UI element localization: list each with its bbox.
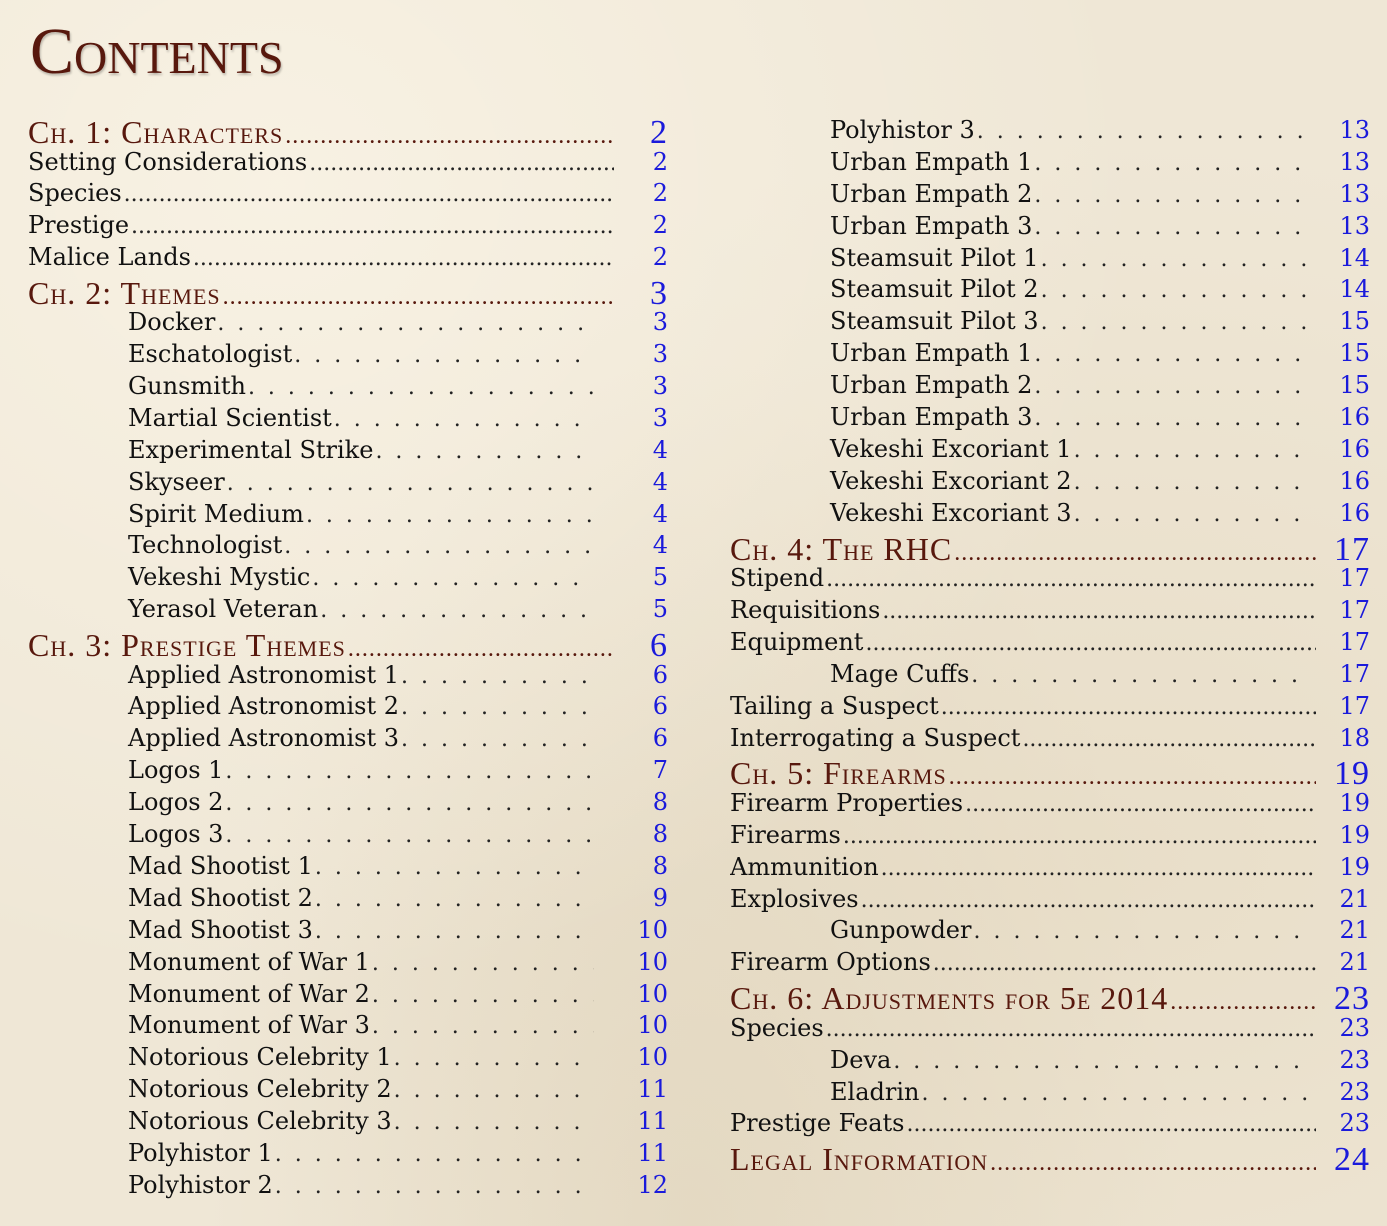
dot-leader xyxy=(248,372,594,400)
toc-page-link[interactable]: 8 xyxy=(652,788,668,817)
toc-page-link[interactable]: 23 xyxy=(1339,1045,1370,1074)
toc-entry-eladrin[interactable] xyxy=(730,1078,1370,1110)
dot-leader xyxy=(225,788,594,816)
dot-leader xyxy=(394,1107,594,1135)
toc-page-link[interactable]: 4 xyxy=(652,531,668,560)
toc-entry-label: Urban Empath 3 xyxy=(830,211,1033,240)
toc-entry-label: Urban Empath 2 xyxy=(830,371,1033,400)
toc-page-link[interactable]: 12 xyxy=(637,1170,668,1199)
toc-entry-label: Steamsuit Pilot 2 xyxy=(830,275,1039,304)
dot-leader xyxy=(965,789,1316,817)
toc-page-link[interactable]: 3 xyxy=(652,371,668,400)
toc-entry-label: Prestige xyxy=(28,211,130,240)
dot-leader xyxy=(906,1109,1316,1137)
toc-entry-notorious-celebrity-3[interactable] xyxy=(28,1107,668,1139)
dot-leader xyxy=(861,885,1316,913)
toc-chapter-ch-3-prestige-themes[interactable] xyxy=(28,627,668,661)
dot-leader xyxy=(394,1043,594,1071)
toc-entry-explosives[interactable] xyxy=(730,885,1370,917)
toc-page-link[interactable]: 17 xyxy=(1339,564,1370,593)
toc-entry-urban-empath-1[interactable] xyxy=(730,148,1370,180)
toc-page-link[interactable]: 4 xyxy=(652,499,668,528)
toc-page-link[interactable]: 13 xyxy=(1339,179,1370,208)
toc-page-link[interactable]: 5 xyxy=(652,563,668,592)
toc-entry-gunsmith[interactable] xyxy=(28,372,668,404)
toc-entry-label: Malice Lands xyxy=(28,242,191,271)
toc-entry-label: Tailing a Suspect xyxy=(730,691,939,720)
dot-leader xyxy=(227,468,594,496)
toc-page-link[interactable]: 11 xyxy=(637,1075,668,1104)
toc-page-link[interactable]: 6 xyxy=(652,724,668,753)
dot-leader xyxy=(131,211,614,239)
toc-page-link[interactable]: 19 xyxy=(1339,852,1370,881)
toc-chapter-ch-5-firearms[interactable] xyxy=(730,755,1370,789)
toc-entry-label: Mad Shootist 2 xyxy=(128,883,313,912)
toc-entry-label: Martial Scientist xyxy=(128,403,332,432)
toc-entry-mage-cuffs[interactable] xyxy=(730,660,1370,692)
toc-chapter-ch-2-themes[interactable] xyxy=(28,275,668,309)
dot-leader xyxy=(1034,403,1308,431)
toc-entry-monument-of-war-1[interactable] xyxy=(28,948,668,980)
toc-page-link[interactable]: 19 xyxy=(1339,788,1370,817)
toc-entry-label: Urban Empath 2 xyxy=(830,179,1033,208)
toc-entry-firearm-properties[interactable] xyxy=(730,789,1370,821)
toc-chapter-ch-6-adjustments-for-5e-2014[interactable] xyxy=(730,980,1370,1014)
toc-entry-label: Applied Astronomist 1 xyxy=(128,660,400,689)
dot-leader xyxy=(954,531,1316,565)
dot-leader xyxy=(990,1141,1316,1175)
dot-leader xyxy=(882,596,1316,624)
toc-entry-label: Equipment xyxy=(730,627,864,656)
toc-page-link[interactable]: 23 xyxy=(1339,1013,1370,1042)
toc-page-link[interactable]: 2 xyxy=(650,114,668,148)
toc-page-link[interactable]: 23 xyxy=(1339,1077,1370,1106)
dot-leader xyxy=(921,1078,1308,1106)
dot-leader xyxy=(1034,212,1308,240)
toc-page-link[interactable]: 19 xyxy=(1339,820,1370,849)
dot-leader xyxy=(372,980,594,1008)
toc-page-link[interactable]: 15 xyxy=(1339,339,1370,368)
dot-leader xyxy=(1074,499,1308,527)
toc-page-link[interactable]: 17 xyxy=(1339,691,1370,720)
toc-page-link[interactable]: 2 xyxy=(652,179,668,208)
toc-entry-logos-2[interactable] xyxy=(28,788,668,820)
toc-left-column xyxy=(28,114,668,1203)
toc-page-link[interactable]: 10 xyxy=(637,1043,668,1072)
toc-entry-label: Interrogating a Suspect xyxy=(730,723,1021,752)
dot-leader xyxy=(843,821,1316,849)
toc-entry-setting-considerations[interactable] xyxy=(28,148,668,180)
dot-leader xyxy=(372,1011,594,1039)
dot-leader xyxy=(1034,339,1308,367)
toc-entry-label: Urban Empath 1 xyxy=(830,339,1033,368)
toc-entry-logos-3[interactable] xyxy=(28,820,668,852)
toc-page-link[interactable]: 8 xyxy=(652,851,668,880)
toc-page-link[interactable]: 16 xyxy=(1339,434,1370,463)
toc-page-link[interactable]: 17 xyxy=(1339,627,1370,656)
toc-entry-label: Ch. 4: The RHC xyxy=(730,530,953,565)
dot-leader xyxy=(1041,244,1308,272)
dot-leader xyxy=(312,563,594,591)
toc-entry-label: Vekeshi Excoriant 1 xyxy=(830,434,1072,463)
toc-entry-label: Technologist xyxy=(128,531,283,560)
dot-leader xyxy=(225,820,594,848)
dot-leader xyxy=(941,692,1316,720)
toc-entry-label: Steamsuit Pilot 1 xyxy=(830,243,1039,272)
toc-page-link[interactable]: 2 xyxy=(652,211,668,240)
toc-entry-firearm-options[interactable] xyxy=(730,948,1370,980)
toc-entry-urban-empath-3[interactable] xyxy=(730,403,1370,435)
toc-page-link[interactable]: 4 xyxy=(652,435,668,464)
dot-leader xyxy=(275,1139,594,1167)
dot-leader xyxy=(973,916,1308,944)
toc-entry-label: Ammunition xyxy=(730,852,879,881)
toc-entry-label: Logos 3 xyxy=(128,820,224,849)
dot-leader xyxy=(1034,371,1308,399)
dot-leader xyxy=(893,1046,1308,1074)
toc-entry-mad-shootist-2[interactable] xyxy=(28,884,668,916)
toc-entry-label: Notorious Celebrity 2 xyxy=(128,1075,392,1104)
toc-entry-firearms[interactable] xyxy=(730,821,1370,853)
toc-entry-label: Mad Shootist 1 xyxy=(128,851,313,880)
toc-entry-steamsuit-pilot-1[interactable] xyxy=(730,244,1370,276)
toc-entry-docker[interactable] xyxy=(28,308,668,340)
toc-page-link[interactable]: 10 xyxy=(637,1011,668,1040)
toc-entry-eschatologist[interactable] xyxy=(28,340,668,372)
toc-entry-ammunition[interactable] xyxy=(730,853,1370,885)
toc-entry-requisitions[interactable] xyxy=(730,596,1370,628)
toc-entry-label: Ch. 5: Firearms xyxy=(730,755,947,789)
toc-entry-equipment[interactable] xyxy=(730,628,1370,660)
dot-leader xyxy=(225,756,594,784)
toc-entry-spirit-medium[interactable] xyxy=(28,500,668,532)
toc-entry-urban-empath-3[interactable] xyxy=(730,212,1370,244)
dot-leader xyxy=(1034,148,1308,176)
toc-entry-label: Mage Cuffs xyxy=(830,659,970,688)
toc-page-link[interactable]: 10 xyxy=(637,947,668,976)
toc-entry-label: Monument of War 2 xyxy=(128,979,370,1008)
toc-entry-label: Firearm Properties xyxy=(730,788,964,817)
toc-entry-label: Notorious Celebrity 3 xyxy=(128,1107,392,1136)
toc-page-link[interactable]: 21 xyxy=(1339,948,1370,977)
toc-entry-mad-shootist-3[interactable] xyxy=(28,916,668,948)
dot-leader xyxy=(826,1014,1316,1042)
toc-page-link[interactable]: 2 xyxy=(652,147,668,176)
toc-entry-label: Polyhistor 2 xyxy=(128,1170,273,1199)
dot-leader xyxy=(309,148,614,176)
toc-entry-urban-empath-2[interactable] xyxy=(730,371,1370,403)
dot-leader xyxy=(1041,307,1308,335)
toc-page-link[interactable]: 5 xyxy=(652,595,668,624)
toc-page-link[interactable]: 2 xyxy=(652,242,668,271)
dot-leader xyxy=(306,500,594,528)
dot-leader xyxy=(284,531,594,559)
dot-leader xyxy=(348,627,614,661)
toc-entry-label: Logos 2 xyxy=(128,788,224,817)
toc-page-link[interactable]: 3 xyxy=(650,274,668,309)
toc-entry-species[interactable] xyxy=(730,1014,1370,1046)
toc-entry-label: Notorious Celebrity 1 xyxy=(128,1043,392,1072)
toc-page-link[interactable]: 13 xyxy=(1339,147,1370,176)
toc-entry-urban-empath-2[interactable] xyxy=(730,180,1370,212)
toc-page-link[interactable]: 3 xyxy=(652,340,668,369)
toc-entry-label: Logos 1 xyxy=(128,756,224,785)
toc-entry-label: Gunpowder xyxy=(830,916,972,945)
toc-page-link[interactable]: 4 xyxy=(652,467,668,496)
dot-leader xyxy=(315,916,594,944)
toc-entry-label: Gunsmith xyxy=(128,371,246,400)
dot-leader xyxy=(949,755,1316,789)
toc-entry-vekeshi-excoriant-2[interactable] xyxy=(730,467,1370,499)
toc-page-link[interactable]: 7 xyxy=(652,756,668,785)
toc-entry-stipend[interactable] xyxy=(730,564,1370,596)
toc-entry-applied-astronomist-1[interactable] xyxy=(28,661,668,693)
toc-entry-label: Applied Astronomist 3 xyxy=(128,724,400,753)
toc-entry-label: Eladrin xyxy=(830,1077,920,1106)
toc-entry-interrogating-a-suspect[interactable] xyxy=(730,724,1370,756)
toc-page-link[interactable]: 19 xyxy=(1334,755,1370,789)
toc-page-link[interactable]: 6 xyxy=(652,692,668,721)
page-title: Contents xyxy=(30,15,284,88)
dot-leader xyxy=(933,948,1316,976)
dot-leader xyxy=(1074,435,1308,463)
toc-entry-label: Species xyxy=(730,1013,824,1042)
toc-page-link[interactable]: 17 xyxy=(1339,659,1370,688)
dot-leader xyxy=(217,308,594,336)
toc-page-link[interactable]: 14 xyxy=(1339,275,1370,304)
toc-chapter-ch-1-characters[interactable] xyxy=(28,114,668,148)
toc-entry-label: Urban Empath 3 xyxy=(830,403,1033,432)
toc-page-link[interactable]: 23 xyxy=(1334,980,1370,1014)
dot-leader xyxy=(881,853,1316,881)
toc-entry-monument-of-war-2[interactable] xyxy=(28,980,668,1012)
toc-page-link[interactable]: 17 xyxy=(1334,530,1370,565)
toc-entry-species[interactable] xyxy=(28,179,668,211)
toc-page-link[interactable]: 11 xyxy=(637,1107,668,1136)
toc-page-link[interactable]: 6 xyxy=(650,627,668,661)
toc-page-link[interactable]: 14 xyxy=(1339,243,1370,272)
toc-entry-martial-scientist[interactable] xyxy=(28,404,668,436)
dot-leader xyxy=(401,692,594,720)
toc-page-link[interactable]: 11 xyxy=(637,1138,668,1167)
toc-entry-yerasol-veteran[interactable] xyxy=(28,595,668,627)
toc-entry-label: Skyseer xyxy=(128,467,225,496)
toc-entry-experimental-strike[interactable] xyxy=(28,436,668,468)
toc-entry-prestige-feats[interactable] xyxy=(730,1109,1370,1141)
toc-entry-monument-of-war-3[interactable] xyxy=(28,1011,668,1043)
toc-entry-label: Stipend xyxy=(730,564,825,593)
toc-page-link[interactable]: 6 xyxy=(652,660,668,689)
dot-leader xyxy=(372,948,594,976)
toc-entry-applied-astronomist-3[interactable] xyxy=(28,724,668,756)
toc-page-link[interactable]: 10 xyxy=(637,979,668,1008)
dot-leader xyxy=(977,116,1308,144)
dot-leader xyxy=(285,114,614,148)
toc-entry-label: Setting Considerations xyxy=(28,147,308,176)
toc-entry-label: Steamsuit Pilot 3 xyxy=(830,307,1039,336)
toc-page-link[interactable]: 24 xyxy=(1334,1141,1370,1175)
dot-leader xyxy=(971,660,1308,688)
toc-entry-polyhistor-3[interactable] xyxy=(730,116,1370,148)
toc-entry-logos-1[interactable] xyxy=(28,756,668,788)
toc-page-link[interactable]: 15 xyxy=(1339,371,1370,400)
dot-leader xyxy=(334,404,594,432)
toc-entry-label: Urban Empath 1 xyxy=(830,147,1033,176)
dot-leader xyxy=(1022,724,1316,752)
toc-entry-tailing-a-suspect[interactable] xyxy=(730,692,1370,724)
toc-page-link[interactable]: 17 xyxy=(1339,595,1370,624)
toc-entry-label: Applied Astronomist 2 xyxy=(128,692,400,721)
toc-entry-label: Monument of War 1 xyxy=(128,947,370,976)
dot-leader xyxy=(193,243,614,271)
toc-entry-vekeshi-excoriant-1[interactable] xyxy=(730,435,1370,467)
toc-entry-deva[interactable] xyxy=(730,1046,1370,1078)
dot-leader xyxy=(124,179,614,207)
dot-leader xyxy=(315,884,594,912)
toc-entry-label: Legal Information xyxy=(730,1141,989,1175)
toc-entry-label: Firearms xyxy=(730,820,841,849)
toc-page-link[interactable]: 3 xyxy=(652,308,668,337)
dot-leader xyxy=(826,564,1316,592)
toc-entry-label: Mad Shootist 3 xyxy=(128,915,313,944)
toc-entry-label: Yerasol Veteran xyxy=(128,595,319,624)
toc-page-link[interactable]: 10 xyxy=(637,915,668,944)
toc-page-link[interactable]: 13 xyxy=(1339,116,1370,144)
toc-entry-label: Polyhistor 3 xyxy=(830,116,975,144)
toc-entry-label: Ch. 2: Themes xyxy=(28,274,221,309)
dot-leader xyxy=(315,852,594,880)
toc-entry-skyseer[interactable] xyxy=(28,468,668,500)
toc-page-link[interactable]: 9 xyxy=(652,883,668,912)
toc-entry-label: Experimental Strike xyxy=(128,435,374,464)
dot-leader xyxy=(1041,275,1308,303)
toc-entry-label: Ch. 6: Adjustments for 5e 2014 xyxy=(730,980,1169,1014)
toc-chapter-ch-4-the-rhc[interactable] xyxy=(730,531,1370,565)
dot-leader xyxy=(1170,980,1316,1014)
toc-entry-label: Ch. 1: Characters xyxy=(28,114,284,148)
toc-entry-label: Ch. 3: Prestige Themes xyxy=(28,627,346,661)
toc-page-link[interactable]: 16 xyxy=(1339,466,1370,495)
toc-page-link[interactable]: 23 xyxy=(1339,1109,1370,1138)
toc-entry-label: Requisitions xyxy=(730,595,881,624)
toc-entry-label: Monument of War 3 xyxy=(128,1011,370,1040)
toc-entry-urban-empath-1[interactable] xyxy=(730,339,1370,371)
toc-chapter-legal-information[interactable] xyxy=(730,1141,1370,1175)
dot-leader xyxy=(375,436,594,464)
toc-page-link[interactable]: 21 xyxy=(1339,916,1370,945)
toc-entry-mad-shootist-1[interactable] xyxy=(28,852,668,884)
toc-entry-applied-astronomist-2[interactable] xyxy=(28,692,668,724)
toc-page-link[interactable]: 18 xyxy=(1339,723,1370,752)
toc-right-column xyxy=(730,116,1370,1175)
toc-entry-polyhistor-1[interactable] xyxy=(28,1139,668,1171)
dot-leader xyxy=(294,340,594,368)
toc-entry-label: Prestige Feats xyxy=(730,1109,905,1138)
toc-entry-steamsuit-pilot-2[interactable] xyxy=(730,275,1370,307)
toc-page-link[interactable]: 8 xyxy=(652,820,668,849)
toc-entry-notorious-celebrity-2[interactable] xyxy=(28,1075,668,1107)
toc-page-link[interactable]: 21 xyxy=(1339,884,1370,913)
dot-leader xyxy=(401,661,594,689)
toc-entry-label: Docker xyxy=(128,308,216,337)
toc-entry-label: Vekeshi Excoriant 2 xyxy=(830,466,1072,495)
toc-page-link[interactable]: 3 xyxy=(652,403,668,432)
toc-entry-label: Explosives xyxy=(730,884,859,913)
toc-entry-label: Species xyxy=(28,179,122,208)
toc-entry-malice-lands[interactable] xyxy=(28,243,668,275)
dot-leader xyxy=(320,595,594,623)
toc-entry-gunpowder[interactable] xyxy=(730,916,1370,948)
toc-entry-notorious-celebrity-1[interactable] xyxy=(28,1043,668,1075)
toc-entry-technologist[interactable] xyxy=(28,531,668,563)
toc-page-link[interactable]: 16 xyxy=(1339,498,1370,527)
toc-entry-prestige[interactable] xyxy=(28,211,668,243)
toc-entry-steamsuit-pilot-3[interactable] xyxy=(730,307,1370,339)
toc-entry-polyhistor-2[interactable] xyxy=(28,1171,668,1203)
toc-entry-label: Firearm Options xyxy=(730,948,931,977)
toc-entry-label: Deva xyxy=(830,1045,892,1074)
toc-page-link[interactable]: 13 xyxy=(1339,211,1370,240)
toc-page-link[interactable]: 15 xyxy=(1339,307,1370,336)
toc-entry-label: Vekeshi Excoriant 3 xyxy=(830,498,1072,527)
toc-entry-label: Polyhistor 1 xyxy=(128,1138,273,1167)
toc-entry-label: Vekeshi Mystic xyxy=(128,563,311,592)
toc-entry-vekeshi-excoriant-3[interactable] xyxy=(730,499,1370,531)
toc-entry-label: Spirit Medium xyxy=(128,499,304,528)
toc-entry-vekeshi-mystic[interactable] xyxy=(28,563,668,595)
dot-leader xyxy=(401,724,594,752)
dot-leader xyxy=(865,628,1316,656)
toc-entry-label: Eschatologist xyxy=(128,340,293,369)
dot-leader xyxy=(223,275,614,309)
dot-leader xyxy=(1034,180,1308,208)
toc-page-link[interactable]: 16 xyxy=(1339,403,1370,432)
dot-leader xyxy=(1074,467,1308,495)
dot-leader xyxy=(275,1171,594,1199)
dot-leader xyxy=(394,1075,594,1103)
